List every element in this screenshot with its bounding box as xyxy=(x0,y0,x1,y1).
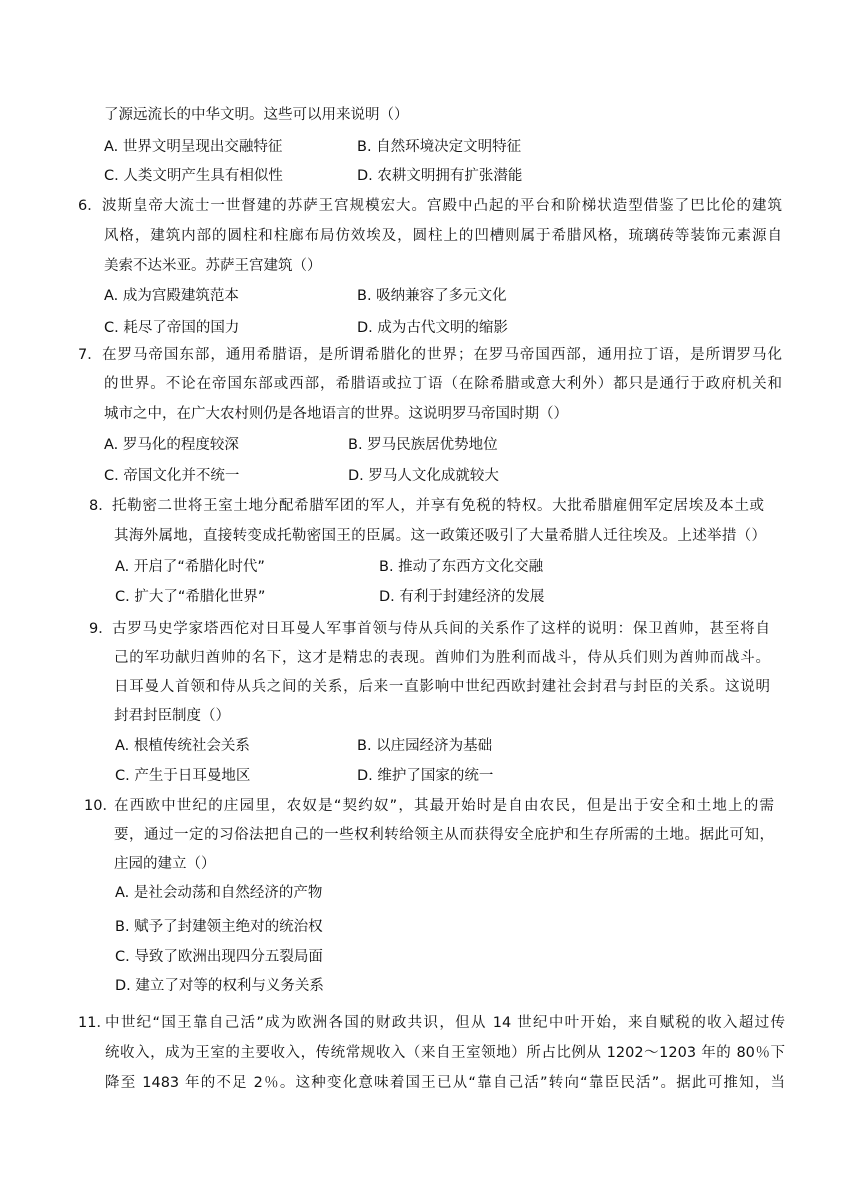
q10-option-d[interactable]: D. 建立了对等的权利与义务关系 xyxy=(115,978,324,994)
q5-stem-tail: 了源远流长的中华文明。这些可以用来说明（） xyxy=(104,107,409,123)
q6-option-a[interactable]: A. 成为宫殿建筑范本 xyxy=(104,288,239,304)
q9-stem-line-1: 古罗马史学家塔西佗对日耳曼人军事首领与侍从兵间的关系作了这样的说明：保卫酋帅，甚至将自 xyxy=(112,621,770,637)
q9-stem-line-2: 己的军功献归酋帅的名下，这才是精忠的表现。酋帅们为胜利而战斗，侍从兵们则为酋帅而战斗。 xyxy=(114,650,770,666)
q6-stem-line-3: 美索不达米亚。苏萨王宫建筑（） xyxy=(104,258,322,274)
q9-option-b[interactable]: B. 以庄园经济为基础 xyxy=(357,738,493,754)
q6-option-d[interactable]: D. 成为古代文明的缩影 xyxy=(357,320,508,336)
q10-option-a[interactable]: A. 是社会动荡和自然经济的产物 xyxy=(115,885,323,901)
q7-option-b[interactable]: B. 罗马民族居优势地位 xyxy=(348,437,498,453)
q8-option-a[interactable]: A. 开启了“希腊化时代” xyxy=(115,559,265,575)
q5-option-d[interactable]: D. 农耕文明拥有扩张潜能 xyxy=(357,168,523,184)
q6-number: 6． xyxy=(78,198,102,214)
q5-option-c[interactable]: C. 人类文明产生具有相似性 xyxy=(104,168,283,184)
q7-stem-line-2: 的世界。不论在帝国东部或西部，希腊语或拉丁语（在除希腊或意大利外）都只是通行于政府机关和 xyxy=(104,376,782,392)
q7-number: 7． xyxy=(78,347,102,363)
q8-option-d[interactable]: D. 有利于封建经济的发展 xyxy=(379,589,545,605)
q9-option-a[interactable]: A. 根植传统社会关系 xyxy=(115,738,250,754)
q8-number: 8． xyxy=(89,498,113,514)
q9-stem-line-4: 封君封臣制度（） xyxy=(114,708,230,724)
q7-stem-line-3: 城市之中，在广大农村则仍是各地语言的世界。这说明罗马帝国时期（） xyxy=(104,406,568,422)
q10-stem-line-3: 庄园的建立（） xyxy=(114,856,216,872)
q8-option-c[interactable]: C. 扩大了“希腊化世界” xyxy=(115,589,266,605)
q9-stem-line-3: 日耳曼人首领和侍从兵之间的关系，后来一直影响中世纪西欧封建社会封君与封臣的关系。这说明 xyxy=(114,679,770,695)
q9-option-c[interactable]: C. 产生于日耳曼地区 xyxy=(115,768,251,784)
q11-stem-line-2: 统收入，成为王室的主要收入，传统常规收入（来自王室领地）所占比例从 1202～1203 年的 80％下 xyxy=(105,1045,785,1061)
q5-option-b[interactable]: B. 自然环境决定文明特征 xyxy=(357,139,522,155)
q7-option-a[interactable]: A. 罗马化的程度较深 xyxy=(104,437,239,453)
q10-stem-line-1: 在西欧中世纪的庄园里，农奴是“契约奴”，其最开始时是自由农民，但是出于安全和土地上的需 xyxy=(114,798,774,814)
q6-stem-line-2: 风格，建筑内部的圆柱和柱廊布局仿效埃及，圆柱上的凹槽则属于希腊风格，琉璃砖等装饰元素源自 xyxy=(104,228,782,244)
q6-stem-line-1: 波斯皇帝大流士一世督建的苏萨王宫规模宏大。宫殿中凸起的平台和阶梯状造型借鉴了巴比伦的建筑 xyxy=(102,198,782,214)
q10-stem-line-2: 要，通过一定的习俗法把自己的一些权利转给领主从而获得安全庇护和生存所需的土地。据此可知， xyxy=(114,827,774,843)
q7-option-c[interactable]: C. 帝国文化并不统一 xyxy=(104,468,240,484)
q5-option-a[interactable]: A. 世界文明呈现出交融特征 xyxy=(104,139,283,155)
q10-option-b[interactable]: B. 赋予了封建领主绝对的统治权 xyxy=(115,919,323,935)
q6-option-b[interactable]: B. 吸纳兼容了多元文化 xyxy=(357,288,507,304)
q10-option-c[interactable]: C. 导致了欧洲出现四分五裂局面 xyxy=(115,949,323,965)
q7-option-d[interactable]: D. 罗马人文化成就较大 xyxy=(348,468,499,484)
q7-stem-line-1: 在罗马帝国东部，通用希腊语，是所谓希腊化的世界；在罗马帝国西部，通用拉丁语，是所谓罗马化 xyxy=(102,347,782,363)
q11-number: 11． xyxy=(78,1015,111,1031)
q10-number: 10． xyxy=(84,798,117,814)
q11-stem-line-3: 降至 1483 年的不足 2％。这种变化意味着国王已从“靠自己活”转向“靠臣民活”。据此可推知，当 xyxy=(105,1075,785,1091)
q11-stem-line-1: 中世纪“国王靠自己活”成为欧洲各国的财政共识，但从 14 世纪中叶开始，来自赋税的收入超过传 xyxy=(105,1015,785,1031)
q8-option-b[interactable]: B. 推动了东西方文化交融 xyxy=(379,559,544,575)
q9-number: 9． xyxy=(89,621,113,637)
q8-stem-line-2: 其海外属地，直接转变成托勒密国王的臣属。这一政策还吸引了大量希腊人迁往埃及。上述举措（） xyxy=(114,528,766,544)
q6-option-c[interactable]: C. 耗尽了帝国的国力 xyxy=(104,320,240,336)
q9-option-d[interactable]: D. 维护了国家的统一 xyxy=(357,768,494,784)
q8-stem-line-1: 托勒密二世将王室土地分配希腊军团的军人，并享有免税的特权。大批希腊雇佣军定居埃及本土或 xyxy=(112,498,764,514)
